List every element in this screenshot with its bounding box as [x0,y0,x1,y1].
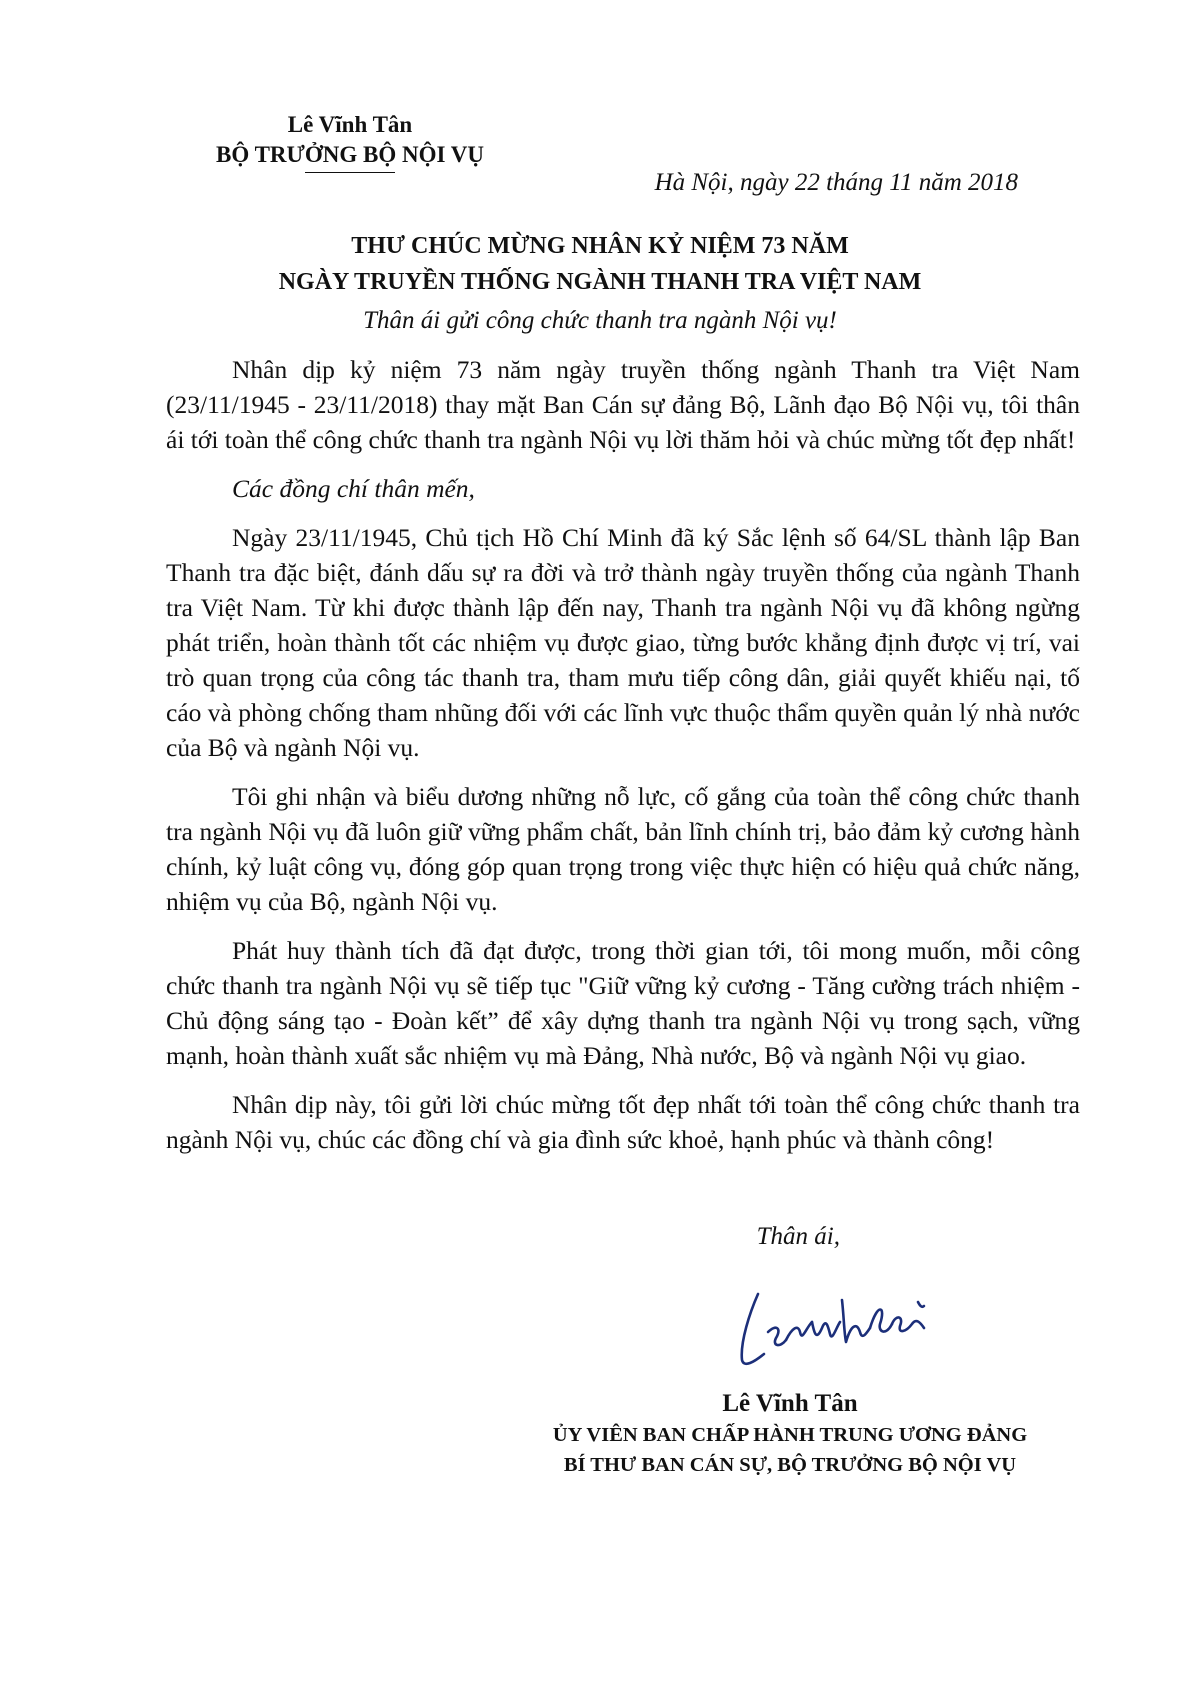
dateline: Hà Nội, ngày 22 tháng 11 năm 2018 [654,169,1018,196]
body-paragraph-3: Tôi ghi nhận và biểu dương những nỗ lực, cố gắng của toàn thể công chức thanh tra ngành Nội vụ đã luôn giữ vững phẩm chất, bản lĩnh chính trị, bảo đảm kỷ cương hành chính, kỷ luật công vụ, đóng góp quan trọng trong việc thực hiện có hiệu quả chức năng, nhiệm vụ của Bộ, ngành Nội vụ. [166,782,1080,916]
signatory-block [500,1388,1080,1480]
letter-body [166,352,1080,1171]
body-paragraph-1: Nhân dịp kỷ niệm 73 năm ngày truyền thống ngành Thanh tra Việt Nam (23/11/1945 - 23/11/2018) thay mặt Ban Cán sự đảng Bộ, Lãnh đạo Bộ Nội vụ, tôi thân ái tới toàn thể công chức thanh tra ngành Nội vụ lời thăm hỏi và chúc mừng tốt đẹp nhất! [166,355,1080,454]
signatory-role-1: ỦY VIÊN BAN CHẤP HÀNH TRUNG ƯƠNG ĐẢNG [552,1424,1028,1446]
letter-header [190,110,510,173]
title-line-1: THƯ CHÚC MỪNG NHÂN KỶ NIỆM 73 NĂM [351,233,849,259]
body-paragraph-2: Ngày 23/11/1945, Chủ tịch Hồ Chí Minh đã ký Sắc lệnh số 64/SL thành lập Ban Thanh tra đặc biệt, đánh dấu sự ra đời và trở thành ngày truyền thống của ngành Thanh tra Việt Nam. Từ khi được thành lập đến nay, Thanh tra ngành Nội vụ đã không ngừng phát triển, hoàn thành tốt các nhiệm vụ được giao, từng bước khẳng định được vị trí, vai trò quan trọng của công tác thanh tra, tham mưu tiếp công dân, giải quyết khiếu nại, tố cáo và phòng chống tham nhũng đối với các lĩnh vực thuộc thẩm quyền quản lý nhà nước của Bộ và ngành Nội vụ. [166,523,1080,762]
greeting: Thân ái gửi công chức thanh tra ngành Nội vụ! [363,307,837,334]
header-divider [305,172,395,173]
title-line-2: NGÀY TRUYỀN THỐNG NGÀNH THANH TRA VIỆT NAM [278,269,922,295]
signatory-role-2: BÍ THƯ BAN CÁN SỰ, BỘ TRƯỞNG BỘ NỘI VỤ [563,1454,1017,1476]
closing: Thân ái, [756,1223,840,1250]
salutation: Các đồng chí thân mến, [232,474,475,503]
handwritten-signature-icon [720,1262,960,1382]
letter-title [150,228,1050,300]
signatory-name: Lê Vĩnh Tân [722,1390,858,1417]
body-paragraph-5: Nhân dịp này, tôi gửi lời chúc mừng tốt đẹp nhất tới toàn thể công chức thanh tra ngành Nội vụ, chúc các đồng chí và gia đình sức khoẻ, hạnh phúc và thành công! [166,1090,1080,1154]
body-paragraph-4: Phát huy thành tích đã đạt được, trong thời gian tới, tôi mong muốn, mỗi công chức thanh tra ngành Nội vụ sẽ tiếp tục "Giữ vững kỷ cương - Tăng cường trách nhiệm - Chủ động sáng tạo - Đoàn kết” để xây dựng thanh tra ngành Nội vụ trong sạch, vững mạnh, hoàn thành xuất sắc nhiệm vụ mà Đảng, Nhà nước, Bộ và ngành Nội vụ giao. [166,936,1080,1070]
header-author-title: BỘ TRƯỞNG BỘ NỘI VỤ [216,142,484,167]
header-author-name: Lê Vĩnh Tân [287,112,413,137]
